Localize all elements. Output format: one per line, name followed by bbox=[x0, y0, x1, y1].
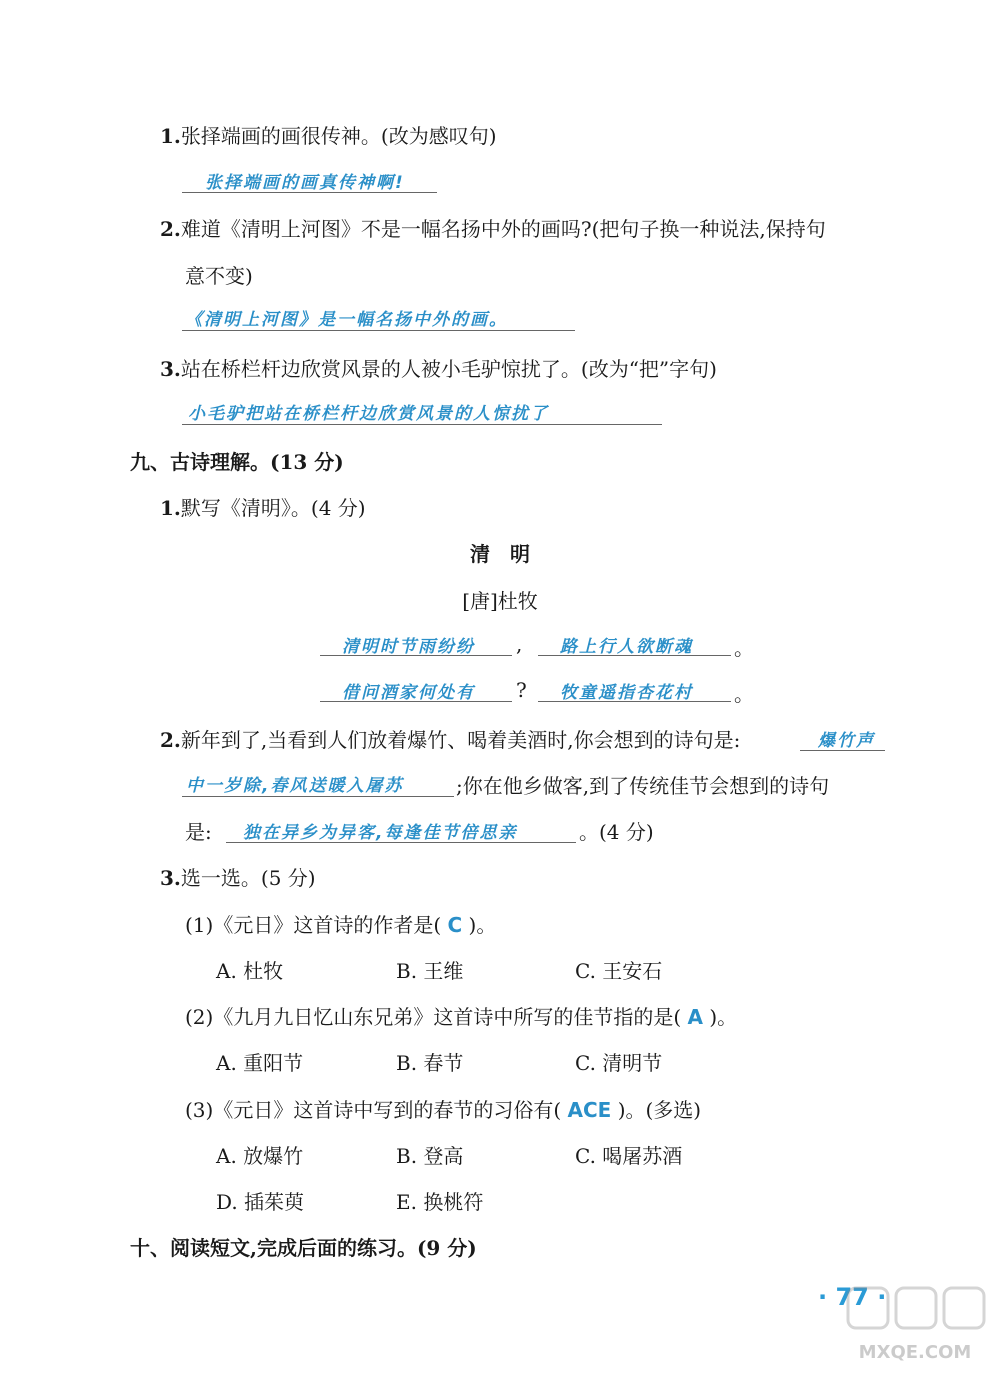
poem-question-2-text2: ;你在他乡做客,到了传统佳节会想到的诗句 bbox=[456, 774, 830, 798]
question-2-text-line1: 难道《清明上河图》不是一幅名扬中外的画吗?(把句子换一种说法,保持句 bbox=[180, 217, 826, 241]
answer-2: 《清明上河图》是一幅名扬中外的画。 bbox=[185, 310, 508, 330]
sub-question-1-close: )。 bbox=[468, 913, 497, 937]
poem-line-1a-underline bbox=[320, 655, 512, 656]
poem-question-3-text: 选一选。(5 分) bbox=[180, 866, 316, 890]
poem-question-2-text1: 新年到了,当看到人们放着爆竹、喝着美酒时,你会想到的诗句是: bbox=[180, 728, 741, 752]
poem-question-2 bbox=[160, 724, 740, 753]
option-2c: C. 清明节 bbox=[575, 1051, 663, 1075]
sub-question-1 bbox=[185, 909, 496, 938]
answer-3: 小毛驴把站在桥栏杆边欣赏风景的人惊扰了 bbox=[188, 404, 549, 424]
option-2a: A. 重阳节 bbox=[216, 1051, 304, 1075]
question-3-text: 站在桥栏杆边欣赏风景的人被小毛驴惊扰了。(改为“把”字句) bbox=[180, 357, 717, 381]
answer-1a-underline bbox=[800, 750, 885, 751]
poem-sep-2: ? bbox=[516, 678, 527, 702]
sub-question-3-close: )。(多选) bbox=[617, 1098, 702, 1122]
poem-line-2b-underline bbox=[538, 701, 731, 702]
option-3a: A. 放爆竹 bbox=[216, 1144, 304, 1168]
answer-2-underline-b bbox=[226, 842, 576, 843]
option-2b: B. 春节 bbox=[396, 1051, 464, 1075]
poem-question-2-text4: 。(4 分) bbox=[579, 820, 654, 844]
poem-line-2a-underline bbox=[320, 701, 512, 702]
poem-question-2-text3: 是: bbox=[185, 820, 212, 844]
sub-question-2-close: )。 bbox=[709, 1005, 738, 1029]
question-2-number: 2. bbox=[160, 217, 181, 241]
poem-line-2a: 借问酒家何处有 bbox=[342, 683, 475, 703]
question-1-text: 张择端画的画很传神。(改为感叹句) bbox=[180, 124, 497, 148]
question-1 bbox=[160, 120, 497, 149]
poem-line-1b-underline bbox=[538, 655, 731, 656]
sub-question-2 bbox=[185, 1001, 737, 1030]
poem-question-2-answer-1a: 爆竹声 bbox=[818, 731, 875, 751]
option-1a: A. 杜牧 bbox=[216, 959, 284, 983]
option-1c: C. 王安石 bbox=[575, 959, 663, 983]
answer-2-underline bbox=[182, 330, 575, 331]
sub-question-1-text: (1)《元日》这首诗的作者是( bbox=[185, 913, 442, 937]
option-3c: C. 喝屠苏酒 bbox=[575, 1144, 683, 1168]
sub-question-3-answer: ACE bbox=[567, 1098, 612, 1122]
poem-sep-1: , bbox=[516, 632, 523, 656]
sub-question-3 bbox=[185, 1094, 701, 1123]
poem-line-1a: 清明时节雨纷纷 bbox=[342, 637, 475, 657]
poem-title: 清 明 bbox=[470, 542, 530, 566]
poem-question-1-text: 默写《清明》。(4 分) bbox=[180, 496, 366, 520]
poem-end-2: 。 bbox=[734, 682, 754, 706]
option-1b: B. 王维 bbox=[396, 959, 464, 983]
answer-1: 张择端画的画真传神啊! bbox=[205, 173, 405, 193]
poem-question-3 bbox=[160, 862, 316, 891]
question-3-number: 3. bbox=[160, 357, 181, 381]
poem-question-3-number: 3. bbox=[160, 866, 181, 890]
watermark-logo bbox=[840, 1280, 990, 1370]
sub-question-2-text: (2)《九月九日忆山东兄弟》这首诗中所写的佳节指的是( bbox=[185, 1005, 682, 1029]
sub-question-2-answer: A bbox=[687, 1005, 703, 1029]
poem-question-2-answer-1b: 中一岁除,春风送暖入屠苏 bbox=[186, 776, 404, 796]
question-2-text-line2: 意不变) bbox=[185, 264, 253, 288]
answer-1-underline bbox=[182, 192, 437, 193]
page-number: · 77 · bbox=[818, 1283, 887, 1311]
poem-end-1: 。 bbox=[734, 636, 754, 660]
poem-line-2b: 牧童遥指杏花村 bbox=[560, 683, 693, 703]
section-10-title: 十、阅读短文,完成后面的练习。(9 分) bbox=[130, 1236, 477, 1260]
option-3b: B. 登高 bbox=[396, 1144, 464, 1168]
question-1-number: 1. bbox=[160, 124, 181, 148]
option-3e: E. 换桃符 bbox=[396, 1190, 484, 1214]
sub-question-3-text: (3)《元日》这首诗中写到的春节的习俗有( bbox=[185, 1098, 562, 1122]
poem-author: [唐]杜牧 bbox=[462, 589, 538, 613]
poem-line-1b: 路上行人欲断魂 bbox=[560, 637, 693, 657]
poem-question-2-answer-2: 独在异乡为异客,每逢佳节倍思亲 bbox=[243, 823, 518, 843]
sub-question-1-answer: C bbox=[447, 913, 463, 937]
section-9-title: 九、古诗理解。(13 分) bbox=[130, 450, 344, 474]
answer-3-underline bbox=[182, 424, 662, 425]
poem-question-1 bbox=[160, 492, 366, 521]
svg-text:MXQE.COM: MXQE.COM bbox=[858, 1342, 972, 1363]
question-3 bbox=[160, 353, 717, 382]
question-2 bbox=[160, 213, 826, 242]
poem-question-2-number: 2. bbox=[160, 728, 181, 752]
option-3d: D. 插茱萸 bbox=[216, 1190, 305, 1214]
answer-1b-underline bbox=[182, 796, 454, 797]
poem-question-1-number: 1. bbox=[160, 496, 181, 520]
